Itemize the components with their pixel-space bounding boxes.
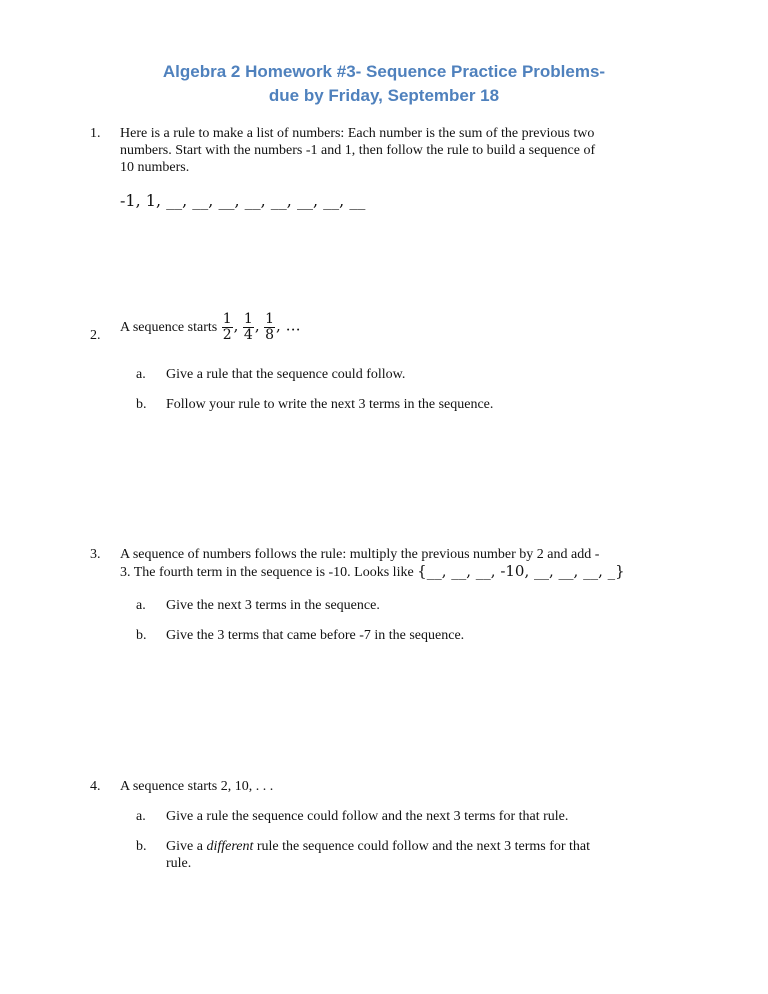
fraction-one-half: $\frac{1}{2}$ xyxy=(222,311,232,343)
part-text: Follow your rule to write the next 3 terms in the sequence. xyxy=(166,397,494,412)
question-2 xyxy=(90,312,680,343)
question-text-line: A sequence of numbers follows the rule: multiply the previous number by 2 and add - xyxy=(120,547,600,562)
question-4-part-a xyxy=(136,808,666,825)
question-text-line: 3. The fourth term in the sequence is -10. Looks like xyxy=(120,565,418,580)
question-3 xyxy=(90,546,680,581)
question-3-part-b xyxy=(136,627,666,644)
question-text: A sequence starts xyxy=(120,320,218,335)
question-text: A sequence starts 2, 10, . . . xyxy=(120,779,274,794)
part-letter: a. xyxy=(136,598,146,613)
question-text-line: 10 numbers. xyxy=(120,160,190,175)
fraction-one-fourth: $\frac{1}{4}$ xyxy=(243,311,253,343)
page-title-line1: Algebra 2 Homework #3- Sequence Practice Problems- xyxy=(162,62,606,81)
part-text: Give the 3 terms that came before -7 in the sequence. xyxy=(166,628,465,643)
question-4 xyxy=(90,778,680,795)
question-number: 4. xyxy=(90,779,101,794)
question-text-line: numbers. Start with the numbers -1 and 1, then follow the rule to build a sequence of xyxy=(120,143,596,158)
comma-separator: , xyxy=(254,316,260,335)
question-text-line: Here is a rule to make a list of numbers: Each number is the sum of the previous two xyxy=(120,126,595,141)
ellipsis: , … xyxy=(276,316,301,335)
question-1-sequence: -1, 1, __, __, __, __, __, __, __, __ xyxy=(120,191,366,210)
question-2-part-a xyxy=(136,366,666,383)
part-letter: b. xyxy=(136,628,147,643)
part-letter: b. xyxy=(136,397,147,412)
question-4-part-b xyxy=(136,838,666,872)
comma-separator: , xyxy=(233,316,239,335)
part-text: Give a rule that the sequence could follow. xyxy=(166,367,406,382)
part-letter: b. xyxy=(136,839,147,854)
question-3-part-a xyxy=(136,597,666,614)
question-number: 1. xyxy=(90,126,101,141)
part-letter: a. xyxy=(136,367,146,382)
part-text: Give the next 3 terms in the sequence. xyxy=(166,598,380,613)
question-number: 3. xyxy=(90,547,101,562)
part-text: Give a rule the sequence could follow and the next 3 terms for that rule. xyxy=(166,809,569,824)
question-number: 2. xyxy=(90,328,101,343)
set-notation: {__, __, __, -10, __, __, __, _} xyxy=(417,562,625,580)
emphasis-different: different xyxy=(206,839,254,854)
question-2-part-b xyxy=(136,396,666,413)
part-text: Give a different rule the sequence could follow and the next 3 terms for that rule. xyxy=(166,839,591,871)
page-title-line2: due by Friday, September 18 xyxy=(268,86,500,105)
fraction-one-eighth: $\frac{1}{8}$ xyxy=(265,311,275,343)
question-1 xyxy=(90,125,680,176)
part-letter: a. xyxy=(136,809,146,824)
